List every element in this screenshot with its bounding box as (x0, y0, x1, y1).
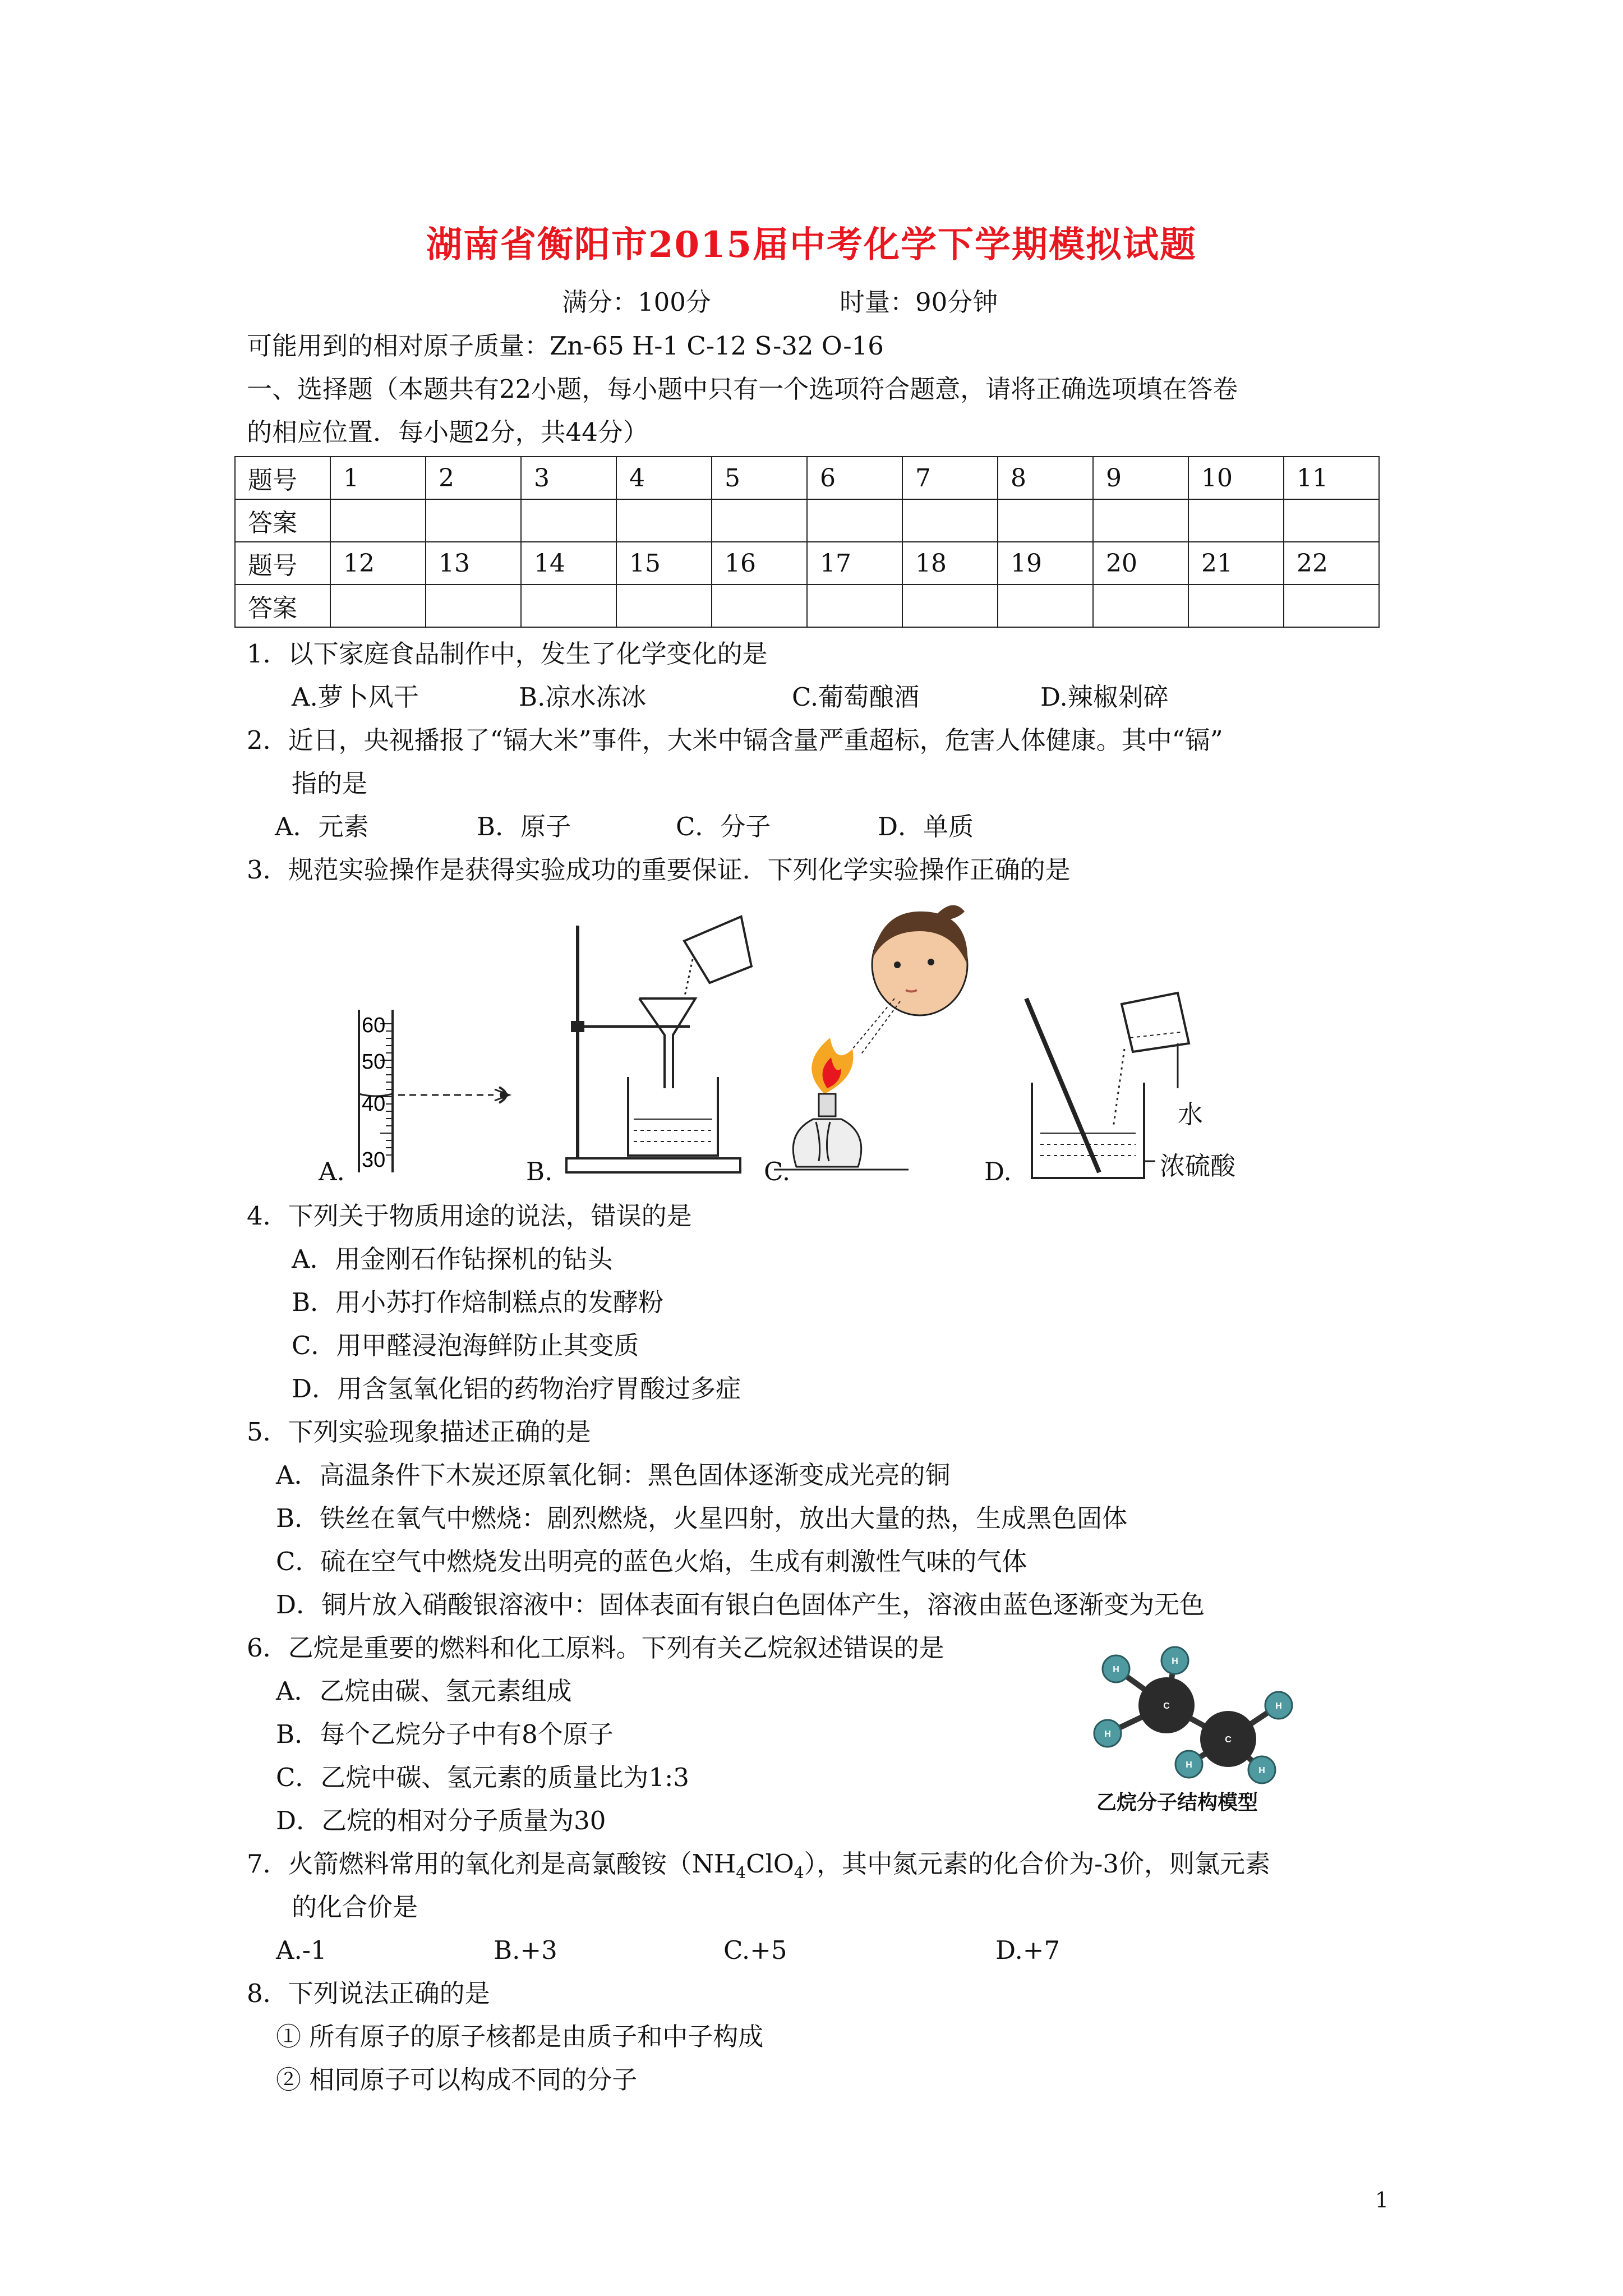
atomic-masses: 可能用到的相对原子质量：Zn-65 H-1 C-12 S-32 O-16 (247, 331, 884, 361)
q2-option-a: A．元素 (275, 812, 369, 841)
q7-stem-part: ），其中氮元素的化合价为-3价，则氯元素 (804, 1849, 1270, 1879)
table-cell: 题号 (235, 542, 330, 585)
answer-cell[interactable] (902, 585, 998, 627)
answer-cell[interactable] (1188, 499, 1284, 542)
flame-icon (811, 1038, 853, 1094)
q7-option-a: A.-1 (276, 1935, 327, 1965)
q7-subscript: 4 (736, 1864, 746, 1882)
table-cell: 2 (426, 457, 521, 499)
q3-label-a: A. (319, 1157, 345, 1186)
q4-option-b: B．用小苏打作焙制糕点的发酵粉 (292, 1287, 664, 1317)
girl-face-icon (872, 905, 967, 1015)
answer-cell[interactable] (521, 499, 616, 542)
table-cell: 21 (1188, 542, 1284, 585)
answer-cell[interactable] (426, 585, 521, 627)
table-cell: 答案 (235, 499, 330, 542)
q6-option-c: C．乙烷中碳、氢元素的质量比为1:3 (276, 1763, 689, 1792)
table-row (235, 457, 1379, 499)
answer-cell[interactable] (1188, 585, 1284, 627)
page-number: 1 (1375, 2188, 1389, 2212)
table-cell: 8 (998, 457, 1093, 499)
h-label: H (1104, 1729, 1111, 1739)
table-cell: 11 (1284, 457, 1379, 499)
cylinder-tick-30: 30 (362, 1148, 386, 1172)
table-cell: 13 (426, 542, 521, 585)
q2-option-d: D．单质 (878, 812, 974, 841)
answer-cell[interactable] (1284, 499, 1379, 542)
table-row (235, 542, 1379, 585)
table-cell: 9 (1093, 457, 1188, 499)
answer-cell[interactable] (616, 585, 712, 627)
q6-option-d: D．乙烷的相对分子质量为30 (276, 1806, 606, 1835)
answer-cell[interactable] (330, 499, 426, 542)
answer-cell[interactable] (330, 585, 426, 627)
q7-stem-line1 (247, 1847, 1270, 1890)
q4-option-a: A．用金刚石作钻探机的钻头 (292, 1244, 613, 1274)
q6-option-a: A．乙烷由碳、氢元素组成 (276, 1676, 572, 1706)
q3-figure-a (314, 999, 538, 1184)
cylinder-tick-50: 50 (362, 1050, 386, 1074)
full-score: 满分：100分 (562, 287, 711, 317)
q7-option-d: D.+7 (995, 1935, 1061, 1965)
table-cell: 16 (712, 542, 807, 585)
cylinder-tick-60: 60 (362, 1014, 386, 1037)
q1-option-b: B.凉水冻冰 (519, 682, 647, 712)
h-label: H (1258, 1766, 1265, 1775)
table-cell: 4 (616, 457, 712, 499)
table-cell: 17 (807, 542, 902, 585)
q3-label-b: B. (526, 1157, 553, 1186)
q1-stem: 1．以下家庭食品制作中，发生了化学变化的是 (247, 639, 768, 669)
q3-figure-b (522, 909, 768, 1184)
table-cell: 20 (1093, 542, 1188, 585)
answer-cell[interactable] (807, 585, 902, 627)
eye-icon (495, 1087, 509, 1103)
q1-option-a: A.萝卜风干 (292, 682, 419, 712)
answer-cell[interactable] (616, 499, 712, 542)
q7-stem-part: 7．火箭燃料常用的氧化剂是高氯酸铵（NH (247, 1849, 736, 1879)
c-label: C (1225, 1735, 1232, 1745)
section1-line2: 的相应位置．每小题2分，共44分） (247, 417, 648, 447)
q3-d-water-label: 水 (1178, 1099, 1204, 1129)
answer-cell[interactable] (426, 499, 521, 542)
q6-stem: 6．乙烷是重要的燃料和化工原料。下列有关乙烷叙述错误的是 (247, 1633, 944, 1663)
answer-cell[interactable] (1093, 585, 1188, 627)
cylinder-tick-40: 40 (362, 1092, 386, 1116)
answer-cell[interactable] (1093, 499, 1188, 542)
q2-option-c: C．分子 (676, 812, 771, 841)
ethane-model-caption: 乙烷分子结构模型 (1096, 1791, 1258, 1814)
answer-cell[interactable] (712, 585, 807, 627)
q3-label-d: D. (984, 1157, 1012, 1186)
table-cell: 3 (521, 457, 616, 499)
answer-cell[interactable] (712, 499, 807, 542)
answer-cell[interactable] (521, 585, 616, 627)
q7-subscript: 4 (794, 1864, 804, 1882)
q6-option-b: B．每个乙烷分子中有8个原子 (276, 1719, 614, 1749)
table-cell: 题号 (235, 457, 330, 499)
q5-option-c: C．硫在空气中燃烧发出明亮的蓝色火焰，生成有刺激性气味的气体 (276, 1547, 1027, 1576)
q3-stem: 3．规范实验操作是获得实验成功的重要保证．下列化学实验操作正确的是 (247, 855, 1071, 885)
q1-option-d: D.辣椒剁碎 (1040, 682, 1169, 712)
table-cell: 22 (1284, 542, 1379, 585)
q5-option-a: A．高温条件下木炭还原氧化铜：黑色固体逐渐变成光亮的铜 (276, 1460, 951, 1490)
q5-stem: 5．下列实验现象描述正确的是 (247, 1417, 591, 1447)
q7-option-b: B.+3 (494, 1935, 557, 1965)
table-cell: 15 (616, 542, 712, 585)
table-cell: 14 (521, 542, 616, 585)
q4-option-d: D．用含氢氧化铝的药物治疗胃酸过多症 (292, 1374, 741, 1404)
table-cell: 19 (998, 542, 1093, 585)
table-cell: 答案 (235, 585, 330, 627)
table-row (235, 499, 1379, 542)
time-limit: 时量：90分钟 (840, 287, 998, 317)
q7-option-c: C.+5 (723, 1935, 787, 1965)
table-cell: 7 (902, 457, 998, 499)
table-cell: 5 (712, 457, 807, 499)
c-label: C (1163, 1701, 1170, 1711)
q3-figure-c (768, 898, 993, 1184)
q4-option-c: C．用甲醛浸泡海鲜防止其变质 (292, 1331, 639, 1360)
table-cell: 6 (807, 457, 902, 499)
table-cell: 18 (902, 542, 998, 585)
page-title: 湖南省衡阳市2015届中考化学下学期模拟试题 (426, 224, 1197, 266)
answer-cell[interactable] (998, 499, 1093, 542)
q2-stem-line1: 2．近日，央视播报了“镉大米”事件，大米中镉含量严重超标，危害人体健康。其中“镉” (247, 725, 1223, 755)
q8-item-2: ② 相同原子可以构成不同的分子 (276, 2065, 638, 2095)
answer-table (234, 456, 1380, 628)
q7-stem-line2: 的化合价是 (292, 1892, 418, 1922)
q8-stem: 8．下列说法正确的是 (247, 1978, 490, 2008)
q7-stem-part: ClO (746, 1849, 794, 1879)
q2-stem-line2: 指的是 (292, 769, 368, 798)
h-label: H (1275, 1701, 1282, 1711)
q3-d-acid-label: 浓硫酸 (1160, 1151, 1236, 1181)
q8-item-1: ① 所有原子的原子核都是由质子和中子构成 (276, 2022, 764, 2051)
h-label: H (1186, 1760, 1192, 1770)
q4-stem: 4．下列关于物质用途的说法，错误的是 (247, 1201, 692, 1231)
answer-cell[interactable] (902, 499, 998, 542)
table-cell: 12 (330, 542, 426, 585)
table-row (235, 585, 1379, 627)
q5-option-b: B．铁丝在氧气中燃烧：剧烈燃烧，火星四射，放出大量的热，生成黑色固体 (276, 1503, 1128, 1533)
q3-label-c: C. (764, 1157, 791, 1186)
answer-cell[interactable] (1284, 585, 1379, 627)
answer-cell[interactable] (998, 585, 1093, 627)
q5-option-d: D．铜片放入硝酸银溶液中：固体表面有银白色固体产生，溶液由蓝色逐渐变为无色 (276, 1590, 1205, 1619)
q1-option-c: C.葡萄酿酒 (792, 682, 920, 712)
answer-cell[interactable] (807, 499, 902, 542)
table-cell: 10 (1188, 457, 1284, 499)
h-label: H (1172, 1657, 1178, 1666)
h-label: H (1113, 1665, 1119, 1674)
q2-option-b: B．原子 (477, 812, 571, 841)
section1-line1: 一、选择题（本题共有22小题，每小题中只有一个选项符合题意，请将正确选项填在答卷 (247, 374, 1238, 404)
table-cell: 1 (330, 457, 426, 499)
